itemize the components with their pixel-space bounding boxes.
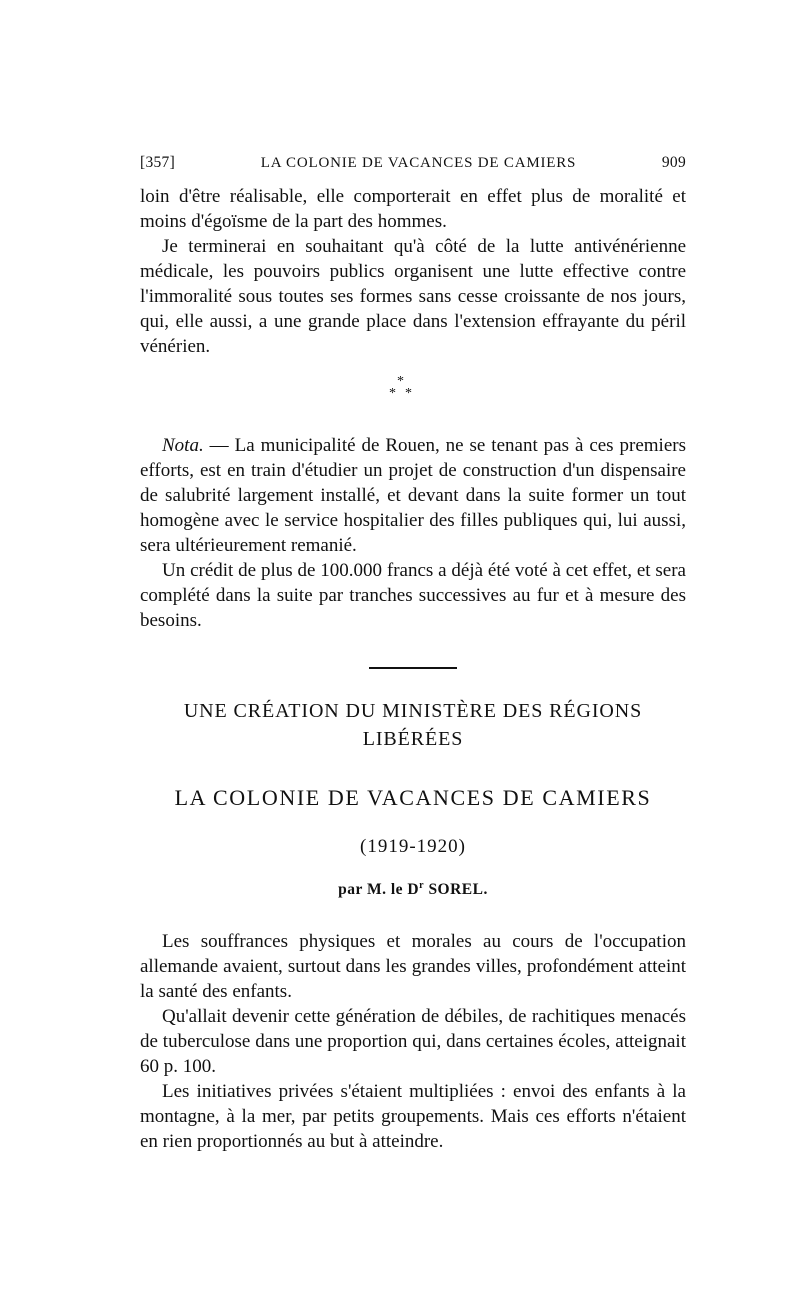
article-paragraph-2: Qu'allait devenir cette génération de débiles, de rachitiques menacés de tuberculose dans une proportion qui, dans certaines écoles, atteignait 60 p. 100. — [140, 1006, 686, 1077]
page-reference: [357] — [140, 154, 176, 171]
article-title: LA COLONIE DE VACANCES DE CAMIERS — [174, 785, 652, 810]
section-heading: UNE CRÉATION DU MINISTÈRE DES RÉGIONS LIBÉRÉES — [183, 700, 643, 750]
article-author — [140, 879, 686, 901]
author-prefix: par M. le D — [338, 881, 420, 898]
asterism-star-top: * — [397, 374, 404, 389]
paragraph-conclusion: Je terminerai en souhaitant qu'à côté de la lutte antivénérienne médicale, les pouvoirs publics organisent une lutte effective contre l'immoralité sous toutes ses formes sans cesse croissante de nos jours, qui, elle aussi, a une grande place dans l'extension effrayante du péril vénérien. — [140, 236, 686, 357]
author-name: SOREL. — [424, 881, 488, 898]
credit-paragraph: Un crédit de plus de 100.000 francs a déjà été voté à cet effet, et sera complété dans la suite par tranches successives au fur et à mesure des besoins. — [140, 560, 686, 631]
author-sup: r — [419, 879, 425, 891]
running-title: LA COLONIE DE VACANCES DE CAMIERS — [260, 155, 577, 171]
paragraph-continuation: loin d'être réalisable, elle comporterait en effet plus de moralité et moins d'égoïsme de la part des hommes. — [140, 186, 686, 232]
article-body — [140, 929, 686, 1154]
article-paragraph-3: Les initiatives privées s'étaient multipliées : envoi des enfants à la montagne, à la mer, par petits groupements. Mais ces efforts n'étaient en rien proportionnés au but à atteindre. — [140, 1081, 686, 1152]
asterism-star-right: * — [405, 386, 412, 401]
nota-text: — La municipalité de Rouen, ne se tenant pas à ces premiers efforts, est en train d'étudier un projet de construction d'un dispensaire de salubrité largement installé, et devant dans la suite former un tout homogène avec le service hospitalier des filles publiques qui, lui aussi, sera ultérieurement remanié. — [140, 435, 686, 556]
nota-paragraph — [140, 433, 686, 558]
asterism-divider — [140, 375, 686, 411]
page-number: 909 — [661, 154, 686, 171]
book-page — [140, 150, 686, 1154]
running-head — [140, 150, 686, 184]
section-rule — [369, 667, 457, 669]
article-paragraph-1: Les souffrances physiques et morales au cours de l'occupation allemande avaient, surtout dans les grandes villes, profondément atteint la santé des enfants. — [140, 931, 686, 1002]
article-dates: (1919-1920) — [360, 836, 466, 857]
asterism-star-left: * — [389, 386, 396, 401]
nota-label: Nota. — [162, 435, 204, 456]
